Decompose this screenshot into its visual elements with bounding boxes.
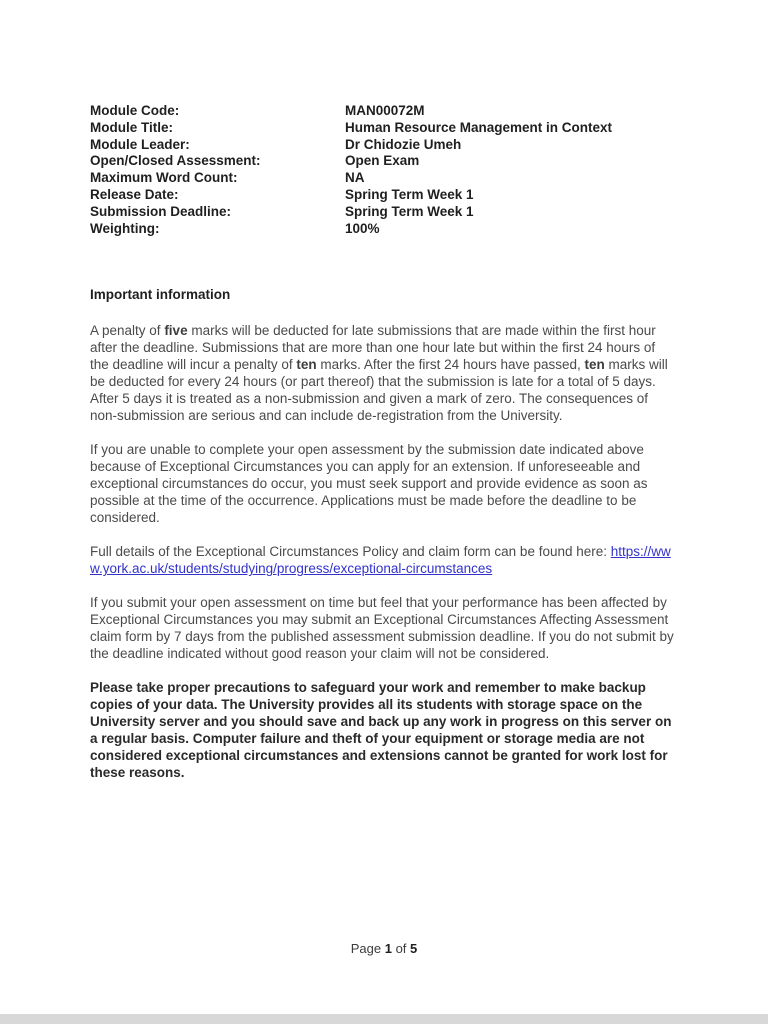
bold-text-five: five: [164, 323, 188, 339]
bold-text-ten: ten: [584, 357, 605, 373]
bold-text-ten: ten: [296, 357, 317, 373]
field-label: Submission Deadline:: [90, 203, 232, 219]
paragraph-policy: [90, 543, 676, 577]
footer-total-pages: 5: [410, 941, 418, 956]
field-row-module-code: [90, 103, 676, 120]
text-segment: Full details of the Exceptional Circumstances Policy and claim form can be found here:: [90, 544, 611, 560]
field-row-module-leader: [90, 137, 676, 154]
field-row-assessment-type: [90, 153, 676, 170]
field-label: Weighting:: [90, 220, 160, 236]
page-footer: [0, 941, 768, 956]
footer-page-word: Page: [350, 941, 385, 956]
text-segment: A penalty of: [90, 323, 165, 339]
paragraph-extension: If you are unable to complete your open assessment by the submission date indicated above because of Exceptional Circumstances you can apply for an extension. If unforeseeable and exceptional circumstances do occur, you must seek support and provide evidence as soon as possible at the time of the occurrence. Applications must be made before the deadline to be considered.: [90, 442, 648, 526]
field-label: Module Title:: [90, 119, 173, 135]
text-segment: marks. After the first 24 hours have passed,: [316, 357, 585, 373]
paragraph-claim: If you submit your open assessment on time but feel that your performance has been affected by Exceptional Circumstances you may submit an Exceptional Circumstances Affecting Assessment claim form by 7 days from the published assessment submission deadline. If you do not submit by the deadline indicated without good reason your claim will not be considered.: [90, 595, 674, 662]
field-label: Open/Closed Assessment:: [90, 153, 261, 169]
field-value: Dr Chidozie Umeh: [345, 136, 462, 152]
module-info-block: [90, 103, 676, 237]
field-row-weighting: [90, 221, 676, 238]
page-gap: [0, 1014, 768, 1024]
field-row-submission-deadline: [90, 204, 676, 221]
text-segment: marks will be deducted for late submissions that are made within the first hour after the deadline. Submissions that are more than one hour late but within the first 24 hours of the deadline will incur a penalty of: [90, 323, 656, 373]
footer-of-word: of: [391, 941, 411, 956]
field-value: Spring Term Week 1: [345, 186, 474, 202]
exceptional-circumstances-link[interactable]: https://www.york.ac.uk/students/studying/progress/exceptional-circumstances: [90, 544, 671, 577]
text-segment: marks will be deducted for every 24 hours (or part thereof) that the submission is late for a total of 5 days. After 5 days it is treated as a non-submission and given a mark of zero. The consequences of non-submission are serious and can include de-registration from the University.: [90, 357, 668, 424]
field-row-module-title: [90, 120, 676, 137]
field-label: Maximum Word Count:: [90, 170, 238, 186]
paragraph-backup-warning: Please take proper precautions to safeguard your work and remember to make backup copies of your data. The University provides all its students with storage space on the University server and you should save and back up any work in progress on this server on a regular basis. Computer failure and theft of your equipment or storage media are not considered exceptional circumstances and extensions cannot be granted for work lost for these reasons.: [90, 680, 672, 781]
section-title: Important information: [90, 287, 231, 303]
document-content: [90, 103, 676, 798]
field-label: Module Code:: [90, 103, 180, 118]
field-row-word-count: [90, 170, 676, 187]
field-row-release-date: [90, 187, 676, 204]
field-value: Spring Term Week 1: [345, 203, 474, 219]
footer-page-number: 1: [384, 941, 392, 956]
field-label: Module Leader:: [90, 136, 190, 152]
field-value: Human Resource Management in Context: [345, 119, 613, 135]
field-value: MAN00072M: [345, 103, 425, 118]
field-label: Release Date:: [90, 186, 179, 202]
field-value: 100%: [345, 220, 380, 236]
field-value: NA: [345, 170, 365, 186]
paragraph-late-penalty: [90, 322, 676, 424]
field-value: Open Exam: [345, 153, 420, 169]
